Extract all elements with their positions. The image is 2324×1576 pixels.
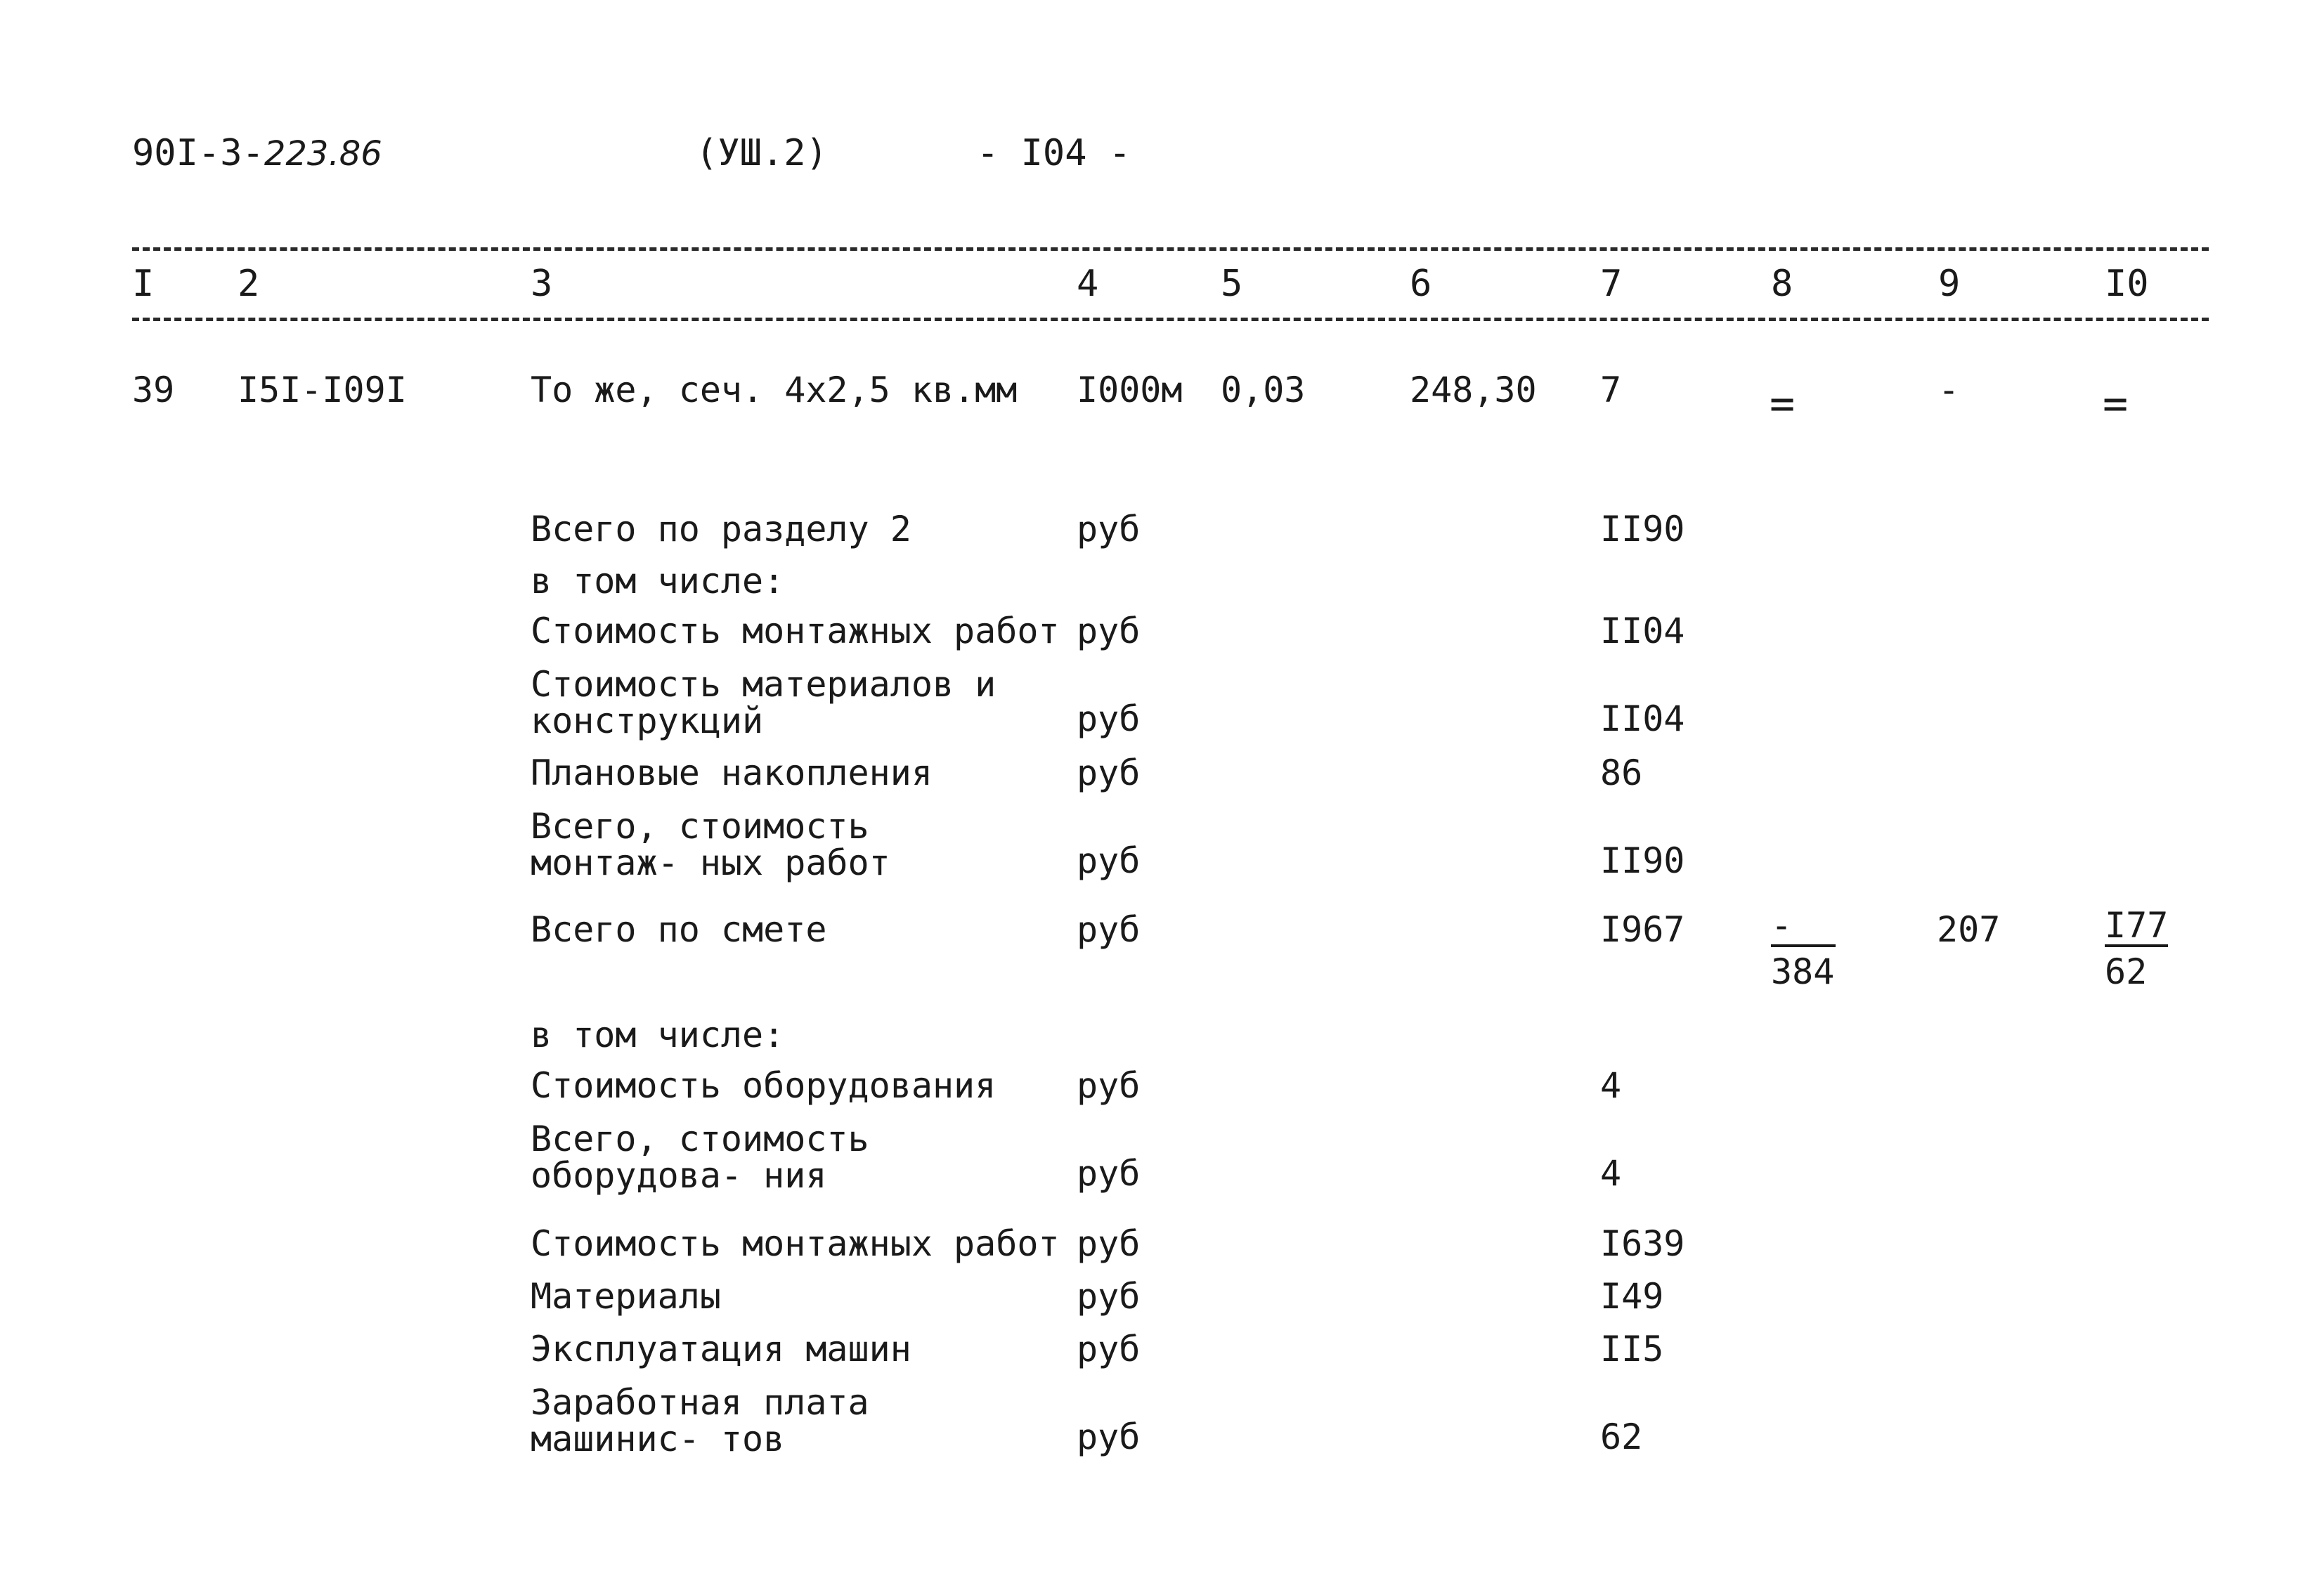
summary-label: Стоимость монтажных работ [531, 1223, 1060, 1264]
summary-label: Эксплуатация машин [531, 1329, 911, 1369]
header-dashed-rule [132, 318, 2209, 321]
item-col10-value: = [2103, 379, 2129, 429]
fraction-numerator: I77 [2105, 905, 2169, 946]
summary-label: Материалы [531, 1276, 721, 1317]
summary-unit: руб [1077, 1223, 1141, 1264]
top-dashed-rule [132, 247, 2209, 251]
summary-value: I49 [1600, 1276, 1664, 1317]
document-code-handwritten: 223.86 [264, 134, 382, 174]
summary-label: Заработная плата машинис- тов [531, 1382, 869, 1459]
summary-value: II04 [1600, 698, 1685, 739]
summary-label: Стоимость оборудования [531, 1065, 997, 1106]
item-code: I5I-I09I [238, 370, 407, 410]
summary-value: I639 [1600, 1223, 1685, 1264]
column-number-9: 9 [1938, 263, 1961, 305]
summary-value: II04 [1600, 611, 1685, 651]
summary-unit: руб [1077, 1153, 1141, 1194]
column-number-2: 2 [238, 263, 260, 305]
total-col10-fraction [2105, 905, 2169, 992]
summary-value: 62 [1600, 1417, 1643, 1457]
fraction-denominator: 384 [1771, 951, 1835, 992]
page-number: - I04 - [977, 132, 1131, 174]
summary-value: II90 [1600, 840, 1685, 881]
column-number-5: 5 [1221, 263, 1243, 305]
item-total: 7 [1600, 370, 1622, 410]
document-code-printed: 90I-3- [132, 132, 264, 174]
column-number-6: 6 [1410, 263, 1432, 305]
summary-unit: руб [1077, 1329, 1141, 1369]
summary-value: 4 [1600, 1065, 1622, 1106]
fraction-numerator: - [1771, 908, 1836, 947]
total-col8-fraction [1771, 905, 1836, 992]
summary-unit: руб [1077, 698, 1141, 739]
item-number: 39 [132, 370, 175, 410]
column-number-7: 7 [1600, 263, 1623, 305]
summary-value: I967 [1600, 909, 1685, 950]
summary-value: 4 [1600, 1153, 1622, 1194]
summary-label: Всего по смете [531, 909, 827, 950]
summary-unit: руб [1077, 1276, 1141, 1317]
summary-unit: руб [1077, 753, 1141, 793]
summary-unit: руб [1077, 611, 1141, 651]
summary-value: II90 [1600, 509, 1685, 549]
summary-label: Стоимость материалов и конструкций [531, 664, 997, 741]
summary-unit: руб [1077, 1065, 1141, 1106]
column-number-3: 3 [531, 263, 553, 305]
column-number-1: I [132, 263, 155, 305]
summary-unit: руб [1077, 909, 1141, 950]
column-number-4: 4 [1077, 263, 1099, 305]
item-name: То же, сеч. 4х2,5 кв.мм [531, 370, 1018, 410]
summary-label: Стоимость монтажных работ [531, 611, 1060, 651]
fraction-denominator: 62 [2105, 951, 2148, 992]
summary-unit: руб [1077, 509, 1141, 549]
summary-label: Плановые накопления [531, 753, 933, 793]
summary-label: Всего, стоимость оборудова- ния [531, 1119, 869, 1196]
summary-subheading: в том числе: [531, 1015, 785, 1055]
column-number-10: I0 [2105, 263, 2149, 305]
section-label: (УШ.2) [696, 132, 828, 174]
summary-unit: руб [1077, 840, 1141, 881]
summary-value: 86 [1600, 753, 1643, 793]
document-code [132, 132, 382, 174]
column-number-8: 8 [1771, 263, 1793, 305]
summary-label: Всего по разделу 2 [531, 509, 911, 549]
item-quantity: 0,03 [1221, 370, 1306, 410]
item-price: 248,30 [1410, 370, 1537, 410]
total-col9-value: 207 [1937, 909, 2001, 950]
summary-subheading: в том числе: [531, 561, 785, 601]
summary-value: II5 [1600, 1329, 1664, 1369]
summary-unit: руб [1077, 1417, 1141, 1457]
item-unit: I000м [1077, 370, 1183, 410]
summary-label: Всего, стоимость монтаж- ных работ [531, 806, 890, 883]
item-col9-value: - [1938, 370, 1960, 410]
item-col8-value: = [1770, 379, 1796, 429]
